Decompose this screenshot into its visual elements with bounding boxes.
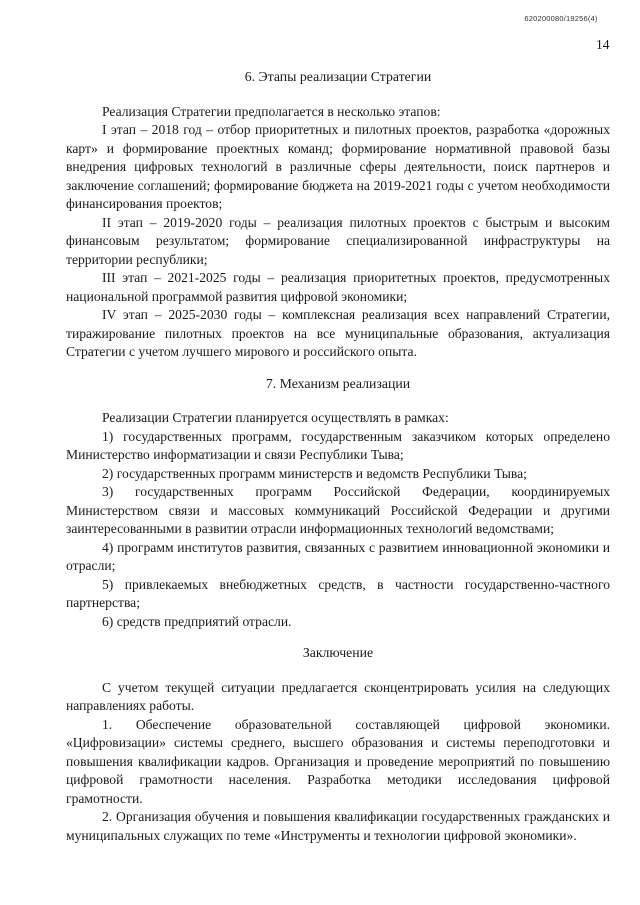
paragraph: I этап – 2018 год – отбор приоритетных и пилотных проектов, разработка «дорожных карт» и формирование проектных команд; формирование нормативной правовой базы внедрения цифровых технологий в различные сферы деятельности, поиск партнеров и заключение соглашений; формирование бюджета на 2019-2021 годы с учетом необходимости финансирования проектов;	[66, 122, 610, 211]
paragraph: Реализации Стратегии планируется осуществлять в рамках:	[102, 410, 449, 425]
paragraph: III этап – 2021-2025 годы – реализация приоритетных проектов, предусмотренных национальной программой развития цифровой экономики;	[66, 270, 610, 304]
paragraph: II этап – 2019-2020 годы – реализация пилотных проектов с быстрым и высоким финансовым результатом; формирование специализированной инфраструктуры на территории республики;	[66, 214, 610, 267]
paragraph: 3) государственных программ Российской Федерации, координируемых Министерством связи и массовых коммуникаций Российской Федерации и другими заинтересованными в развитии отрасли информационных технологий ведомствами;	[66, 484, 610, 536]
conclusion-title: Заключение	[302, 645, 374, 660]
document-body	[66, 64, 610, 845]
document-number: 620200080/19256(4)	[524, 14, 598, 23]
paragraph: 4) программ институтов развития, связанных с развитием инновационной экономики и отрасли;	[66, 539, 610, 573]
paragraph: 2. Организация обучения и повышения квалификации государственных гражданских и муниципальных служащих по теме «Инструменты и технологии цифровой экономики».	[66, 809, 610, 843]
paragraph: Реализация Стратегии предполагается в несколько этапов:	[102, 103, 441, 119]
paragraph: С учетом текущей ситуации предлагается сконцентрировать усилия на следующих направлениях работы.	[66, 679, 610, 713]
page-number: 14	[596, 37, 610, 52]
paragraph: 1. Обеспечение образовательной составляющей цифровой экономики. «Цифровизации» системы среднего, высшего образования и системы переподготовки и повышения квалификации кадров. Организация и проведение мероприятий по повышению цифровой грамотности населения. Разработка методики исследования цифровой грамотности.	[66, 716, 610, 806]
section-6-title: 6. Этапы реализации Стратегии	[244, 69, 432, 84]
paragraph: IV этап – 2025-2030 годы – комплексная реализация всех направлений Стратегии, тиражирование пилотных проектов на все муниципальные образования, актуализация Стратегии с учетом лучшего мирового и российского опыта.	[66, 307, 610, 359]
section-7-title: 7. Механизм реализации	[265, 375, 411, 391]
paragraph: 2) государственных программ министерств и ведомств Республики Тыва;	[102, 465, 527, 481]
paragraph: 6) средств предприятий отрасли.	[102, 613, 292, 629]
paragraph: 1) государственных программ, государственным заказчиком которых определено Министерство информатизации и связи Республики Тыва;	[66, 428, 610, 462]
paragraph: 5) привлекаемых внебюджетных средств, в частности государственно-частного партнерства;	[66, 576, 610, 610]
